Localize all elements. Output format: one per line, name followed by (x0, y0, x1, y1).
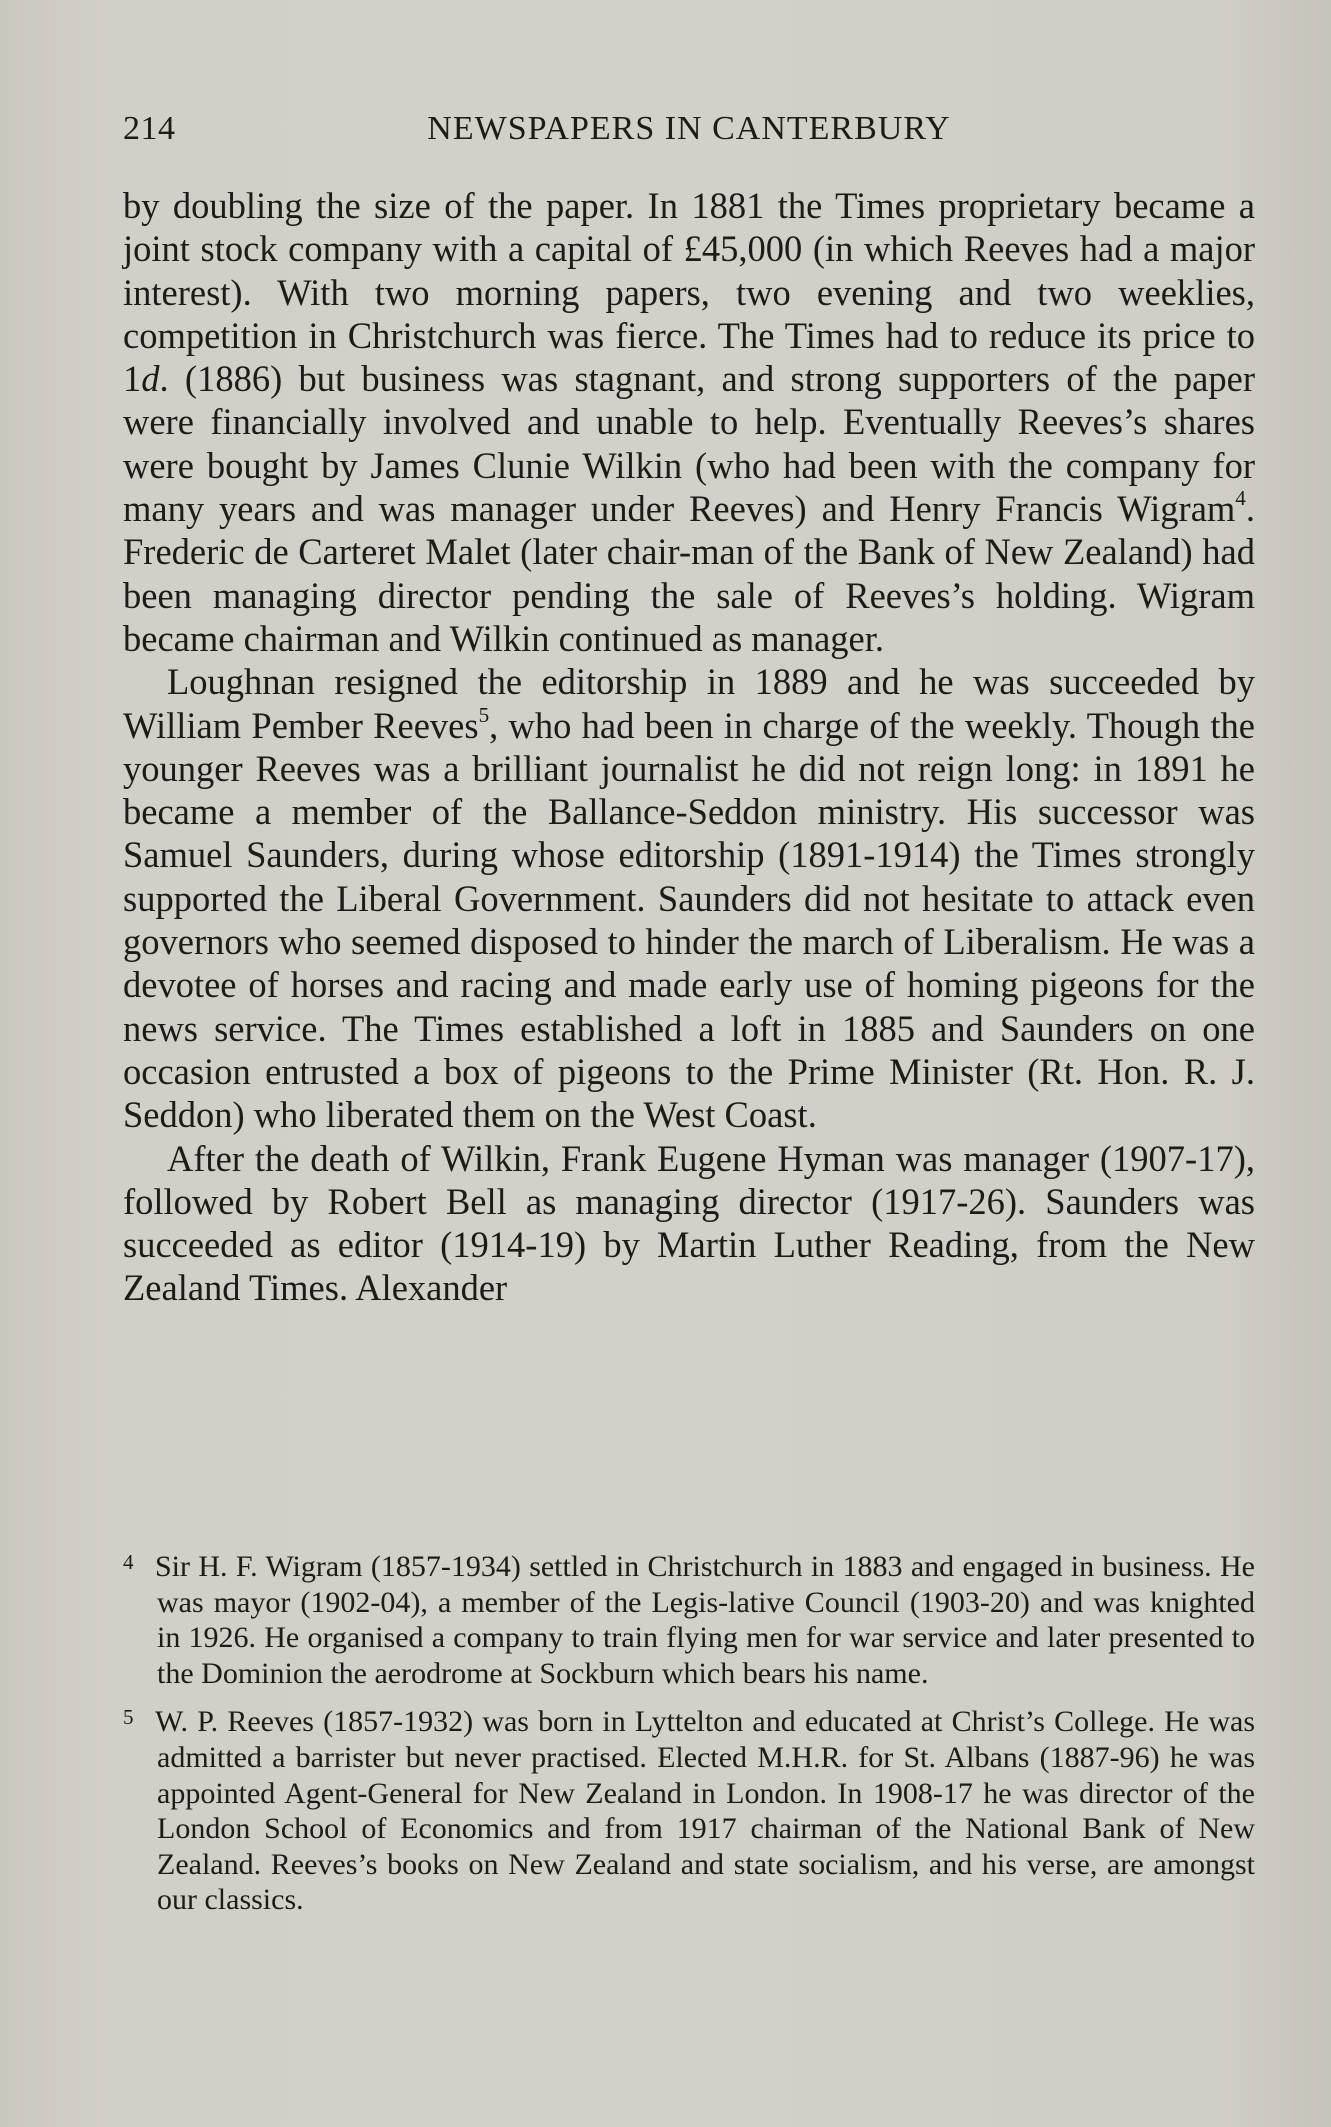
paragraph-text: After the death of Wilkin, Frank Eugene Hyman was manager (1907-17), followed by Robert Bell as managing director (1917-26). Saunders was succeeded as editor (1914-19) by Martin Luther Reading, from the New Zealand Times. Alexander (123, 1137, 1255, 1309)
paragraph-continued (123, 184, 1255, 660)
paragraph-after-wilkin (123, 1137, 1255, 1310)
italic-penny-abbrev: d (141, 358, 160, 400)
footnote-ref-5: 5 (478, 702, 490, 727)
paragraph-text: , who had been in charge of the weekly. Though the younger Reeves was a brilliant journalist he did not reign long: in 1891 he became a member of the Ballance-Seddon ministry. His successor was Samuel Saunders, during whose editorship (1891-1914) the Times strongly supported the Liberal Government. Saunders did not hesitate to attack even governors who seemed disposed to hinder the march of Liberalism. He was a devotee of horses and racing and made early use of homing pigeons for the news service. The Times established a loft in 1885 and Saunders on one occasion entrusted a box of pigeons to the Prime Minister (Rt. Hon. R. J. Seddon) who liberated them on the West Coast. (123, 704, 1256, 1136)
footnote-ref-4: 4 (1235, 486, 1246, 511)
paragraph-text: Loughnan resigned the editorship in 1889 and he was succeeded by William Pember Reeves (123, 661, 1255, 746)
paragraph-loughnan (123, 660, 1255, 1136)
running-title: NEWSPAPERS IN CANTERBURY (427, 110, 951, 147)
paragraph-text: . (1886) but business was stagnant, and strong supporters of the paper were financially involved and unable to help. Eventually Reeves’s shares were bought by James Clunie Wilkin (who had been with the company for many years and was manager under Reeves) and Henry Francis Wigram (123, 358, 1255, 530)
footnote-text: Sir H. F. Wigram (1857-1934) settled in Christchurch in 1883 and engaged in business. He was mayor (1902-04), a member of the Legis-lative Council (1903-20) and was knighted in 1926. He organised a company to train flying men for war service and later presented to the Dominion the aerodrome at Sockburn which bears his name. (155, 1550, 1255, 1690)
footnote-text: W. P. Reeves (1857-1932) was born in Lyttelton and educated at Christ’s College. He was admitted a barrister but never practised. Elected M.H.R. for St. Albans (1887-96) he was appointed Agent-General for New Zealand in London. In 1908-17 he was director of the London School of Economics and from 1917 chairman of the National Bank of New Zealand. Reeves’s books on New Zealand and state socialism, and his verse, are amongst our classics. (155, 1705, 1255, 1917)
page-number: 214 (123, 110, 176, 147)
paragraph-text: . Frederic de Carteret Malet (later chair-man of the Bank of New Zealand) had been managing director pending the sale of Reeves’s holding. Wigram became chairman and Wilkin continued as manager. (123, 488, 1255, 659)
footnote-marker: 4 (123, 1550, 134, 1574)
running-header (123, 110, 1255, 158)
footnote-4 (123, 1549, 1255, 1691)
body-text (123, 184, 1255, 1310)
footnotes (123, 1549, 1255, 1931)
paragraph-text: by doubling the size of the paper. In 1881 the Times proprietary became a joint stock company with a capital of £45,000 (in which Reeves had a major interest). With two morning papers, two evening and two weeklies, competition in Christchurch was fierce. The Times had to reduce its price to 1 (123, 185, 1255, 400)
footnote-marker: 5 (123, 1705, 134, 1730)
footnote-5 (123, 1704, 1255, 1918)
